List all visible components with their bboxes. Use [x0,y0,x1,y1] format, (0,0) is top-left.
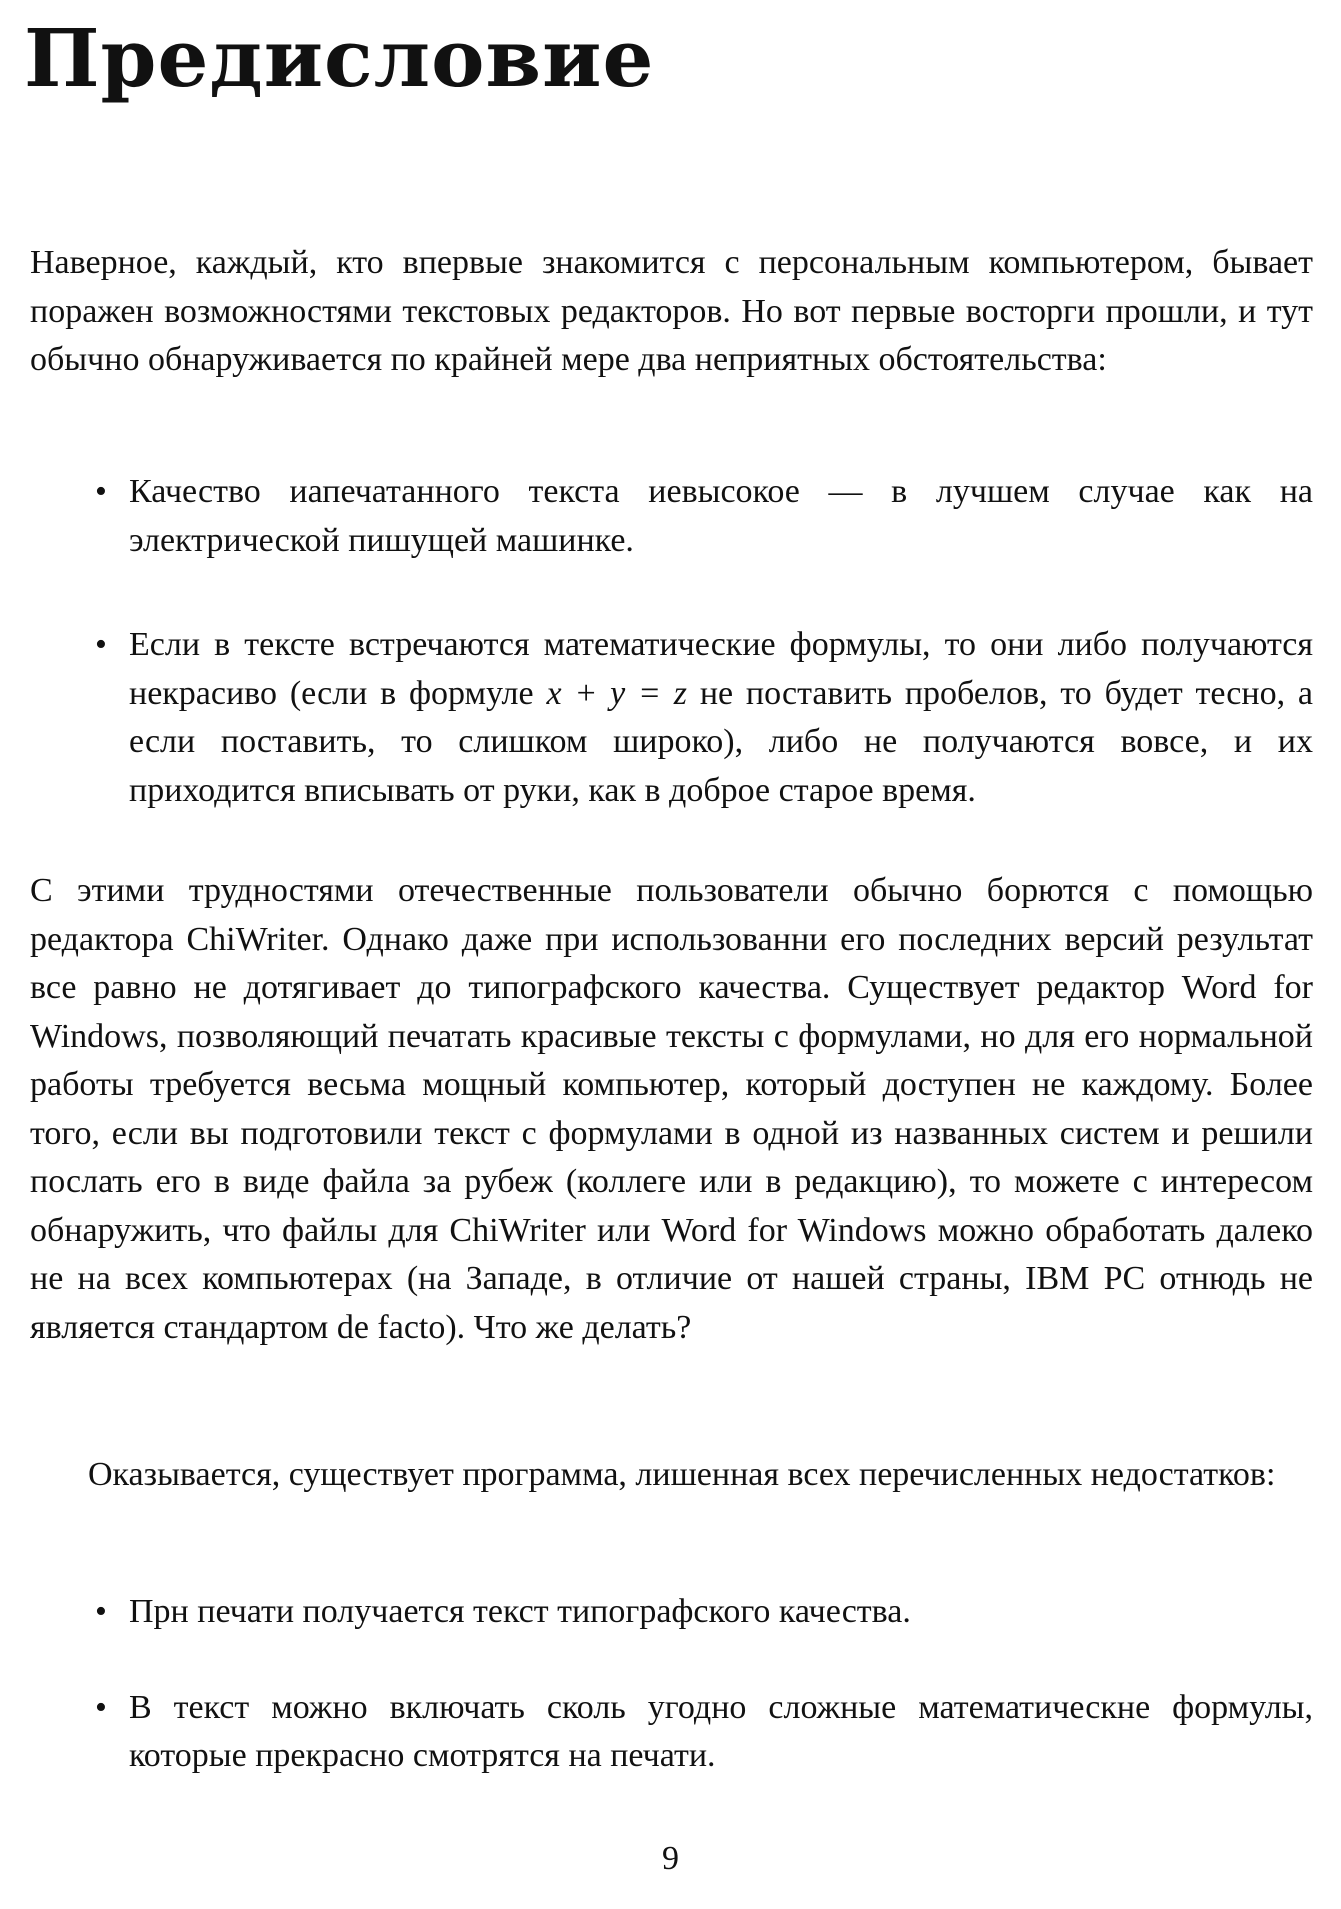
page-title: Предисловие [24,11,655,105]
advantages-list [30,1588,1313,1781]
bullet-icon: • [95,1688,107,1726]
paragraph-editors: С этими трудностями отечественные пользователи обычно борются с помощью редактора ChiWriter. Однако даже при использованни его последних версий результат все равно не дотягивает до типографского качества. Существует редактор Word for Windows, позволяющий печатать красивые тексты с формулами, но для его нормальной работы требуется весьма мощный компьютер, который доступен не каждому. Более того, если вы подготовили текст с формулами в одной из названных систем и решили послать его в виде файла за рубеж (коллеге или в редакцию), то можете с интересом обнаружить, что файлы для ChiWriter или Word for Windows можно обработать далеко не на всех компьютерах (на Западе, в отличие от нашей страны, IBM PC отнюдь не является стандартом de facto). Что же делать? [30,872,1313,1346]
math-formula: x + y = z [546,674,688,712]
list-item [30,1684,1313,1781]
list-item [30,621,1313,815]
problems-list [30,468,1313,815]
bullet-icon: • [95,1593,107,1630]
list-item-text: Прн печати получается текст типографского качества. [129,1593,911,1630]
list-item-text-part: Если в тексте встречаются математические формулы, то они либо получаются некрасиво (если в формуле [129,626,1313,712]
page-number: 9 [662,1840,679,1877]
bullet-icon: • [95,626,107,663]
list-item-text: Качество иапечатанного текста иевысокое — в лучшем случае как на электрической пишущей машинке. [129,473,1313,559]
list-item-text-part: не поставить пробелов, то будет тесно, а если поставить, то слишком широко), либо не получаются вовсе, и их приходится вписывать от руки, как в доброе старое время. [129,674,1313,809]
list-item [30,468,1313,565]
list-item-text: В текст можно включать сколь угодно сложные математическне формулы, которые прекрасно смотрятся на печати. [129,1688,1313,1774]
list-item-text [129,626,1313,809]
list-item [30,1588,1313,1637]
paragraph-intro: Наверное, каждый, кто впервые знакомится с персональным компьютером, бывает поражен возможностями текстовых редакторов. Но вот первые восторги прошли, и тут обычно обнаруживается по крайней мере два неприятных обстоятельства: [30,244,1313,378]
bullet-icon: • [95,473,107,510]
paragraph-solution: Оказывается, существует программа, лишенная всех перечисленных недостатков: [88,1456,1276,1493]
